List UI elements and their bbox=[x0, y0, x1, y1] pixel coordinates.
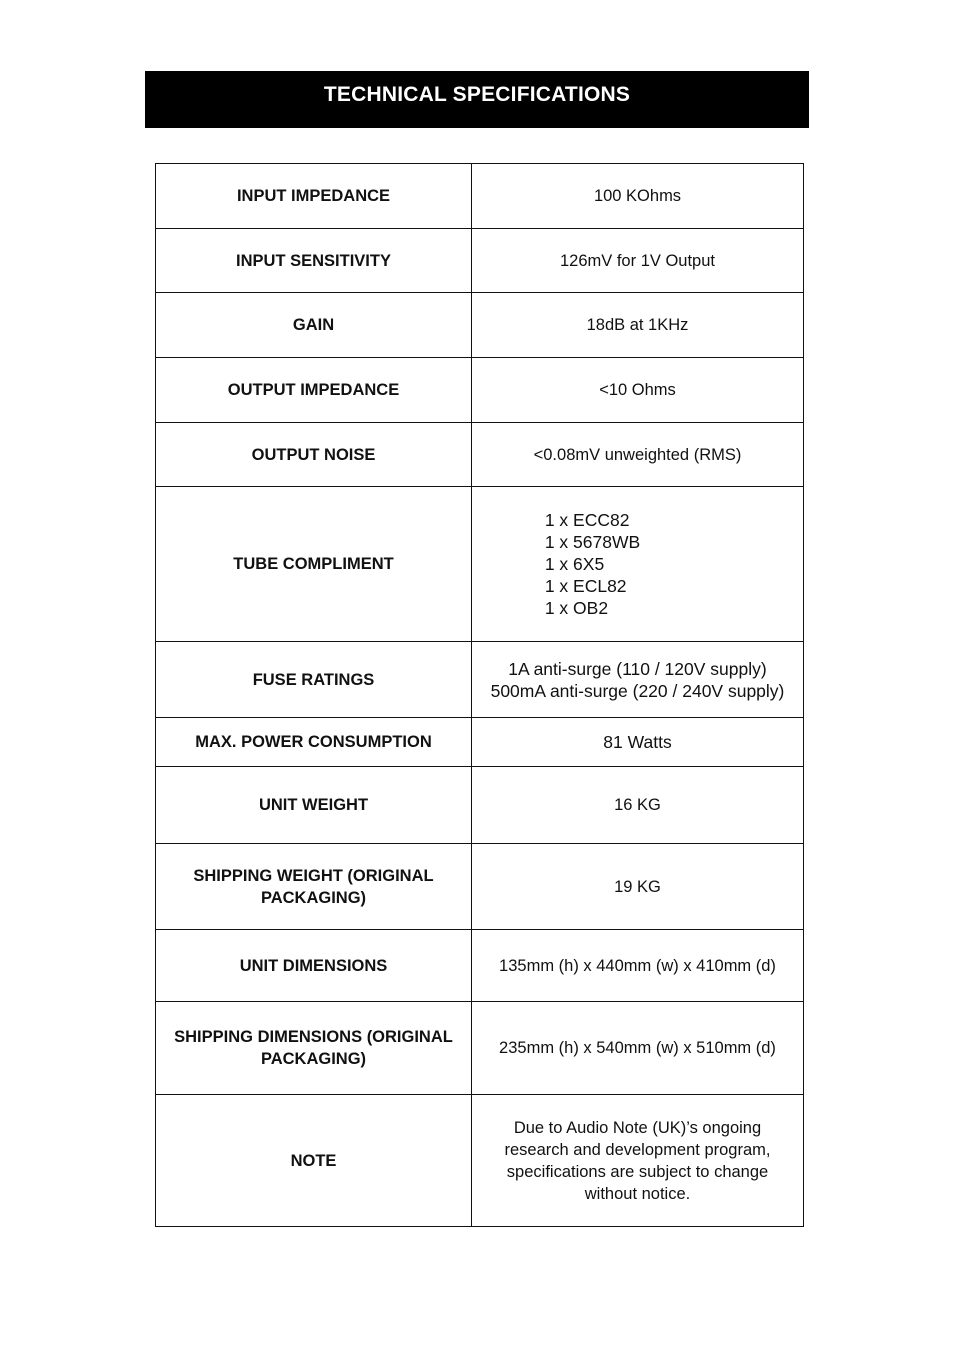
spec-value-fuse-ratings bbox=[472, 642, 804, 718]
table-row bbox=[156, 767, 804, 844]
label-line: SHIPPING WEIGHT bbox=[193, 866, 343, 885]
spec-label-output-noise: OUTPUT NOISE bbox=[156, 423, 472, 487]
spec-label-note: NOTE bbox=[156, 1095, 472, 1227]
spec-value-input-sensitivity: 126mV for 1V Output bbox=[472, 229, 804, 293]
spec-value-tube-compliment bbox=[472, 487, 804, 642]
spec-label-max-power: MAX. POWER CONSUMPTION bbox=[156, 718, 472, 767]
spec-value-output-impedance: <10 Ohms bbox=[472, 358, 804, 423]
tube-item: 1 x 6X5 bbox=[544, 553, 605, 574]
page-title: TECHNICAL SPECIFICATIONS bbox=[145, 71, 809, 128]
tube-list bbox=[545, 509, 640, 619]
spec-value-shipping-weight: 19 KG bbox=[472, 844, 804, 930]
note-line: specifications are subject to change bbox=[506, 1162, 769, 1181]
table-row bbox=[156, 1095, 804, 1227]
spec-value-input-impedance: 100 KOhms bbox=[472, 164, 804, 229]
table-row bbox=[156, 642, 804, 718]
fuse-rating-line: 500mA anti-surge (220 / 240V supply) bbox=[490, 680, 785, 701]
fuse-rating-line: 1A anti-surge (110 / 120V supply) bbox=[508, 658, 767, 679]
spec-value-output-noise: <0.08mV unweighted (RMS) bbox=[472, 423, 804, 487]
table-row bbox=[156, 1002, 804, 1095]
spec-label-shipping-weight bbox=[156, 844, 472, 930]
spec-value-gain: 18dB at 1KHz bbox=[472, 293, 804, 358]
note-line: research and development program, bbox=[504, 1140, 771, 1159]
tube-item: 1 x ECL82 bbox=[544, 575, 627, 596]
table-row bbox=[156, 844, 804, 930]
spec-value-note bbox=[472, 1095, 804, 1227]
table-row bbox=[156, 930, 804, 1002]
table-row bbox=[156, 164, 804, 229]
spec-label-input-sensitivity: INPUT SENSITIVITY bbox=[156, 229, 472, 293]
table-row bbox=[156, 423, 804, 487]
spec-value-unit-dimensions: 135mm (h) x 440mm (w) x 410mm (d) bbox=[472, 930, 804, 1002]
label-line: (ORIGINAL PACKAGING) bbox=[260, 866, 434, 907]
spec-label-gain: GAIN bbox=[156, 293, 472, 358]
table-row bbox=[156, 487, 804, 642]
table-row bbox=[156, 718, 804, 767]
tube-item: 1 x OB2 bbox=[544, 597, 609, 618]
spec-value-max-power: 81 Watts bbox=[472, 718, 804, 767]
spec-label-fuse-ratings: FUSE RATINGS bbox=[156, 642, 472, 718]
note-line: without notice. bbox=[584, 1184, 691, 1203]
spec-value-unit-weight: 16 KG bbox=[472, 767, 804, 844]
table-row bbox=[156, 229, 804, 293]
specifications-table bbox=[155, 163, 804, 1227]
table-row bbox=[156, 293, 804, 358]
spec-value-shipping-dimensions: 235mm (h) x 540mm (w) x 510mm (d) bbox=[472, 1002, 804, 1095]
spec-label-tube-compliment: TUBE COMPLIMENT bbox=[156, 487, 472, 642]
spec-label-input-impedance: INPUT IMPEDANCE bbox=[156, 164, 472, 229]
tube-item: 1 x ECC82 bbox=[544, 509, 630, 530]
label-line: SHIPPING DIMENSIONS bbox=[174, 1028, 363, 1046]
spec-label-unit-dimensions: UNIT DIMENSIONS bbox=[156, 930, 472, 1002]
label-line: (ORIGINAL PACKAGING) bbox=[260, 1028, 453, 1068]
spec-label-unit-weight: UNIT WEIGHT bbox=[156, 767, 472, 844]
spec-label-output-impedance: OUTPUT IMPEDANCE bbox=[156, 358, 472, 423]
tube-item: 1 x 5678WB bbox=[544, 531, 641, 552]
table-row bbox=[156, 358, 804, 423]
spec-label-shipping-dimensions bbox=[156, 1002, 472, 1095]
note-line: Due to Audio Note (UK)’s ongoing bbox=[513, 1118, 762, 1137]
